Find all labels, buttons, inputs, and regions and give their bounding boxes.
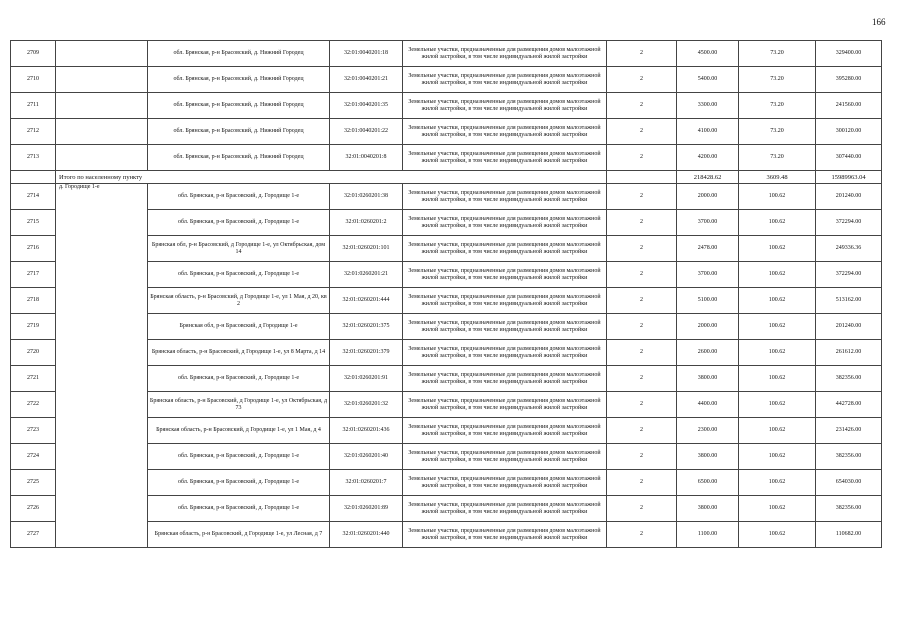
- rate-cell: 73.20: [739, 41, 816, 67]
- cadastral-number-cell: 32:01:0260201:101: [330, 236, 403, 262]
- row-number: 2709: [11, 41, 56, 67]
- rate-cell: 100.62: [739, 184, 816, 210]
- row-number: 2717: [11, 262, 56, 288]
- area-cell: 1100.00: [677, 522, 739, 548]
- address-cell: Брянская область, р-н Брасовский, д Городище 1-е, ул 1 Мая, д 4: [148, 418, 330, 444]
- settlement-cell: [56, 93, 148, 119]
- group-cell: 2: [607, 210, 677, 236]
- purpose-cell: Земельные участки, предназначенные для размещения домов малоэтажной жилой застройки, в том числе индивидуальной жилой застройки: [403, 522, 607, 548]
- purpose-cell: Земельные участки, предназначенные для размещения домов малоэтажной жилой застройки, в том числе индивидуальной жилой застройки: [403, 314, 607, 340]
- address-cell: обл. Брянская, р-н Брасовский, д. Городище 1-е: [148, 262, 330, 288]
- address-cell: обл. Брянская, р-н Брасовский, д. Нижний Городец: [148, 145, 330, 171]
- rate-cell: 73.20: [739, 145, 816, 171]
- rate-cell: 73.20: [739, 119, 816, 145]
- address-cell: Брянская обл, р-н Брасовский, д Городище 1-е: [148, 314, 330, 340]
- row-number: 2718: [11, 288, 56, 314]
- table-row: [11, 145, 882, 171]
- area-cell: 2600.00: [677, 340, 739, 366]
- address-cell: обл. Брянская, р-н Брасовский, д. Нижний Городец: [148, 67, 330, 93]
- purpose-cell: Земельные участки, предназначенные для размещения домов малоэтажной жилой застройки, в том числе индивидуальной жилой застройки: [403, 470, 607, 496]
- table-row: [11, 184, 882, 210]
- purpose-cell: Земельные участки, предназначенные для размещения домов малоэтажной жилой застройки, в том числе индивидуальной жилой застройки: [403, 444, 607, 470]
- address-cell: Брянская область, р-н Брасовский, д Городище 1-е, ул Лесная, д 7: [148, 522, 330, 548]
- cadastral-number-cell: 32:01:0260201:2: [330, 210, 403, 236]
- area-cell: 2000.00: [677, 184, 739, 210]
- settlement-subtotal-row: [11, 171, 882, 184]
- purpose-cell: Земельные участки, предназначенные для размещения домов малоэтажной жилой застройки, в том числе индивидуальной жилой застройки: [403, 145, 607, 171]
- group-cell: 2: [607, 41, 677, 67]
- cadastral-number-cell: 32:01:0260201:40: [330, 444, 403, 470]
- subtotal-area: 218428.62: [677, 171, 739, 184]
- rate-cell: 73.20: [739, 93, 816, 119]
- subtotal-value: 15989963.04: [816, 171, 882, 184]
- rate-cell: 100.62: [739, 470, 816, 496]
- table-row: [11, 41, 882, 67]
- area-cell: 3800.00: [677, 496, 739, 522]
- rate-cell: 100.62: [739, 392, 816, 418]
- rate-cell: 100.62: [739, 522, 816, 548]
- cadastral-value-cell: 201240.00: [816, 184, 882, 210]
- row-number: 2722: [11, 392, 56, 418]
- group-cell: 2: [607, 470, 677, 496]
- cadastral-value-cell: 654030.00: [816, 470, 882, 496]
- cadastral-value-cell: 110682.00: [816, 522, 882, 548]
- address-cell: обл. Брянская, р-н Брасовский, д. Нижний Городец: [148, 41, 330, 67]
- group-cell: 2: [607, 67, 677, 93]
- cadastral-number-cell: 32:01:0260201:91: [330, 366, 403, 392]
- purpose-cell: Земельные участки, предназначенные для размещения домов малоэтажной жилой застройки, в том числе индивидуальной жилой застройки: [403, 184, 607, 210]
- row-number: 2720: [11, 340, 56, 366]
- rate-cell: 100.62: [739, 444, 816, 470]
- table-row: [11, 119, 882, 145]
- cadastral-value-cell: 382356.00: [816, 444, 882, 470]
- group-cell: 2: [607, 340, 677, 366]
- row-number: 2725: [11, 470, 56, 496]
- purpose-cell: Земельные участки, предназначенные для размещения домов малоэтажной жилой застройки, в том числе индивидуальной жилой застройки: [403, 496, 607, 522]
- group-cell: 2: [607, 145, 677, 171]
- settlement-cell: [56, 67, 148, 93]
- row-number: 2721: [11, 366, 56, 392]
- settlement-cell: [56, 145, 148, 171]
- table-row: [11, 67, 882, 93]
- area-cell: 4500.00: [677, 41, 739, 67]
- cadastral-number-cell: 32:01:0260201:21: [330, 262, 403, 288]
- land-registry-table: [10, 40, 882, 548]
- cadastral-number-cell: 32:01:0040201:35: [330, 93, 403, 119]
- area-cell: 3800.00: [677, 444, 739, 470]
- area-cell: 3300.00: [677, 93, 739, 119]
- row-number: 2713: [11, 145, 56, 171]
- cadastral-value-cell: 261612.00: [816, 340, 882, 366]
- group-cell: 2: [607, 522, 677, 548]
- settlement-name: д. Городище 1-е: [56, 184, 148, 548]
- cadastral-number-cell: 32:01:0260201:444: [330, 288, 403, 314]
- area-cell: 2000.00: [677, 314, 739, 340]
- row-number: 2710: [11, 67, 56, 93]
- cadastral-value-cell: 231426.00: [816, 418, 882, 444]
- rate-cell: 100.62: [739, 418, 816, 444]
- rate-cell: 100.62: [739, 210, 816, 236]
- cadastral-number-cell: 32:01:0040201:21: [330, 67, 403, 93]
- cadastral-number-cell: 32:01:0260201:440: [330, 522, 403, 548]
- area-cell: 2300.00: [677, 418, 739, 444]
- cadastral-number-cell: 32:01:0260201:89: [330, 496, 403, 522]
- cadastral-value-cell: 249336.36: [816, 236, 882, 262]
- area-cell: 6500.00: [677, 470, 739, 496]
- cadastral-number-cell: 32:01:0260201:32: [330, 392, 403, 418]
- cadastral-value-cell: 201240.00: [816, 314, 882, 340]
- cadastral-number-cell: 32:01:0260201:375: [330, 314, 403, 340]
- row-number: [11, 171, 56, 184]
- address-cell: обл. Брянская, р-н Брасовский, д. Городище 1-е: [148, 470, 330, 496]
- group-cell: [607, 171, 677, 184]
- cadastral-value-cell: 329400.00: [816, 41, 882, 67]
- purpose-cell: Земельные участки, предназначенные для размещения домов малоэтажной жилой застройки, в том числе индивидуальной жилой застройки: [403, 119, 607, 145]
- address-cell: обл. Брянская, р-н Брасовский, д. Нижний Городец: [148, 93, 330, 119]
- settlement-cell: [56, 41, 148, 67]
- row-number: 2716: [11, 236, 56, 262]
- cadastral-number-cell: 32:01:0040201:8: [330, 145, 403, 171]
- cadastral-value-cell: 442728.00: [816, 392, 882, 418]
- rate-cell: 100.62: [739, 496, 816, 522]
- purpose-cell: Земельные участки, предназначенные для размещения домов малоэтажной жилой застройки, в том числе индивидуальной жилой застройки: [403, 67, 607, 93]
- area-cell: 4100.00: [677, 119, 739, 145]
- group-cell: 2: [607, 418, 677, 444]
- row-number: 2724: [11, 444, 56, 470]
- address-cell: обл. Брянская, р-н Брасовский, д. Городище 1-е: [148, 496, 330, 522]
- area-cell: 3800.00: [677, 366, 739, 392]
- area-cell: 4400.00: [677, 392, 739, 418]
- address-cell: обл. Брянская, р-н Брасовский, д. Городище 1-е: [148, 210, 330, 236]
- purpose-cell: Земельные участки, предназначенные для размещения домов малоэтажной жилой застройки, в том числе индивидуальной жилой застройки: [403, 41, 607, 67]
- group-cell: 2: [607, 119, 677, 145]
- purpose-cell: Земельные участки, предназначенные для размещения домов малоэтажной жилой застройки, в том числе индивидуальной жилой застройки: [403, 392, 607, 418]
- area-cell: 3700.00: [677, 210, 739, 236]
- cadastral-number-cell: 32:01:0040201:18: [330, 41, 403, 67]
- group-cell: 2: [607, 314, 677, 340]
- cadastral-value-cell: 382356.00: [816, 496, 882, 522]
- purpose-cell: Земельные участки, предназначенные для размещения домов малоэтажной жилой застройки, в том числе индивидуальной жилой застройки: [403, 418, 607, 444]
- purpose-cell: Земельные участки, предназначенные для размещения домов малоэтажной жилой застройки, в том числе индивидуальной жилой застройки: [403, 340, 607, 366]
- area-cell: 5100.00: [677, 288, 739, 314]
- row-number: 2723: [11, 418, 56, 444]
- subtotal-rate: 3609.48: [739, 171, 816, 184]
- group-cell: 2: [607, 262, 677, 288]
- rate-cell: 100.62: [739, 314, 816, 340]
- cadastral-number-cell: 32:01:0260201:379: [330, 340, 403, 366]
- cadastral-number-cell: 32:01:0260201:38: [330, 184, 403, 210]
- group-cell: 2: [607, 236, 677, 262]
- group-cell: 2: [607, 392, 677, 418]
- address-cell: Брянская область, р-н Брасовский, д Городище 1-е, ул Октябрьская, д 73: [148, 392, 330, 418]
- address-cell: Брянская область, р-н Брасовский, д Городище 1-е, ул 1 Мая, д 20, кв 2: [148, 288, 330, 314]
- group-cell: 2: [607, 496, 677, 522]
- address-cell: обл. Брянская, р-н Брасовский, д. Городище 1-е: [148, 366, 330, 392]
- cadastral-number-cell: 32:01:0040201:22: [330, 119, 403, 145]
- area-cell: 4200.00: [677, 145, 739, 171]
- cadastral-number-cell: 32:01:0260201:436: [330, 418, 403, 444]
- purpose-cell: Земельные участки, предназначенные для размещения домов малоэтажной жилой застройки, в том числе индивидуальной жилой застройки: [403, 236, 607, 262]
- subtotal-label: Итого по населенному пункту: [56, 171, 607, 184]
- address-cell: обл. Брянская, р-н Брасовский, д. Нижний Городец: [148, 119, 330, 145]
- row-number: 2727: [11, 522, 56, 548]
- page-number: 166: [872, 17, 886, 27]
- address-cell: Брянская область, р-н Брасовский, д Городище 1-е, ул 8 Марта, д 14: [148, 340, 330, 366]
- cadastral-value-cell: 513162.00: [816, 288, 882, 314]
- cadastral-value-cell: 372294.00: [816, 262, 882, 288]
- table-row: [11, 93, 882, 119]
- cadastral-value-cell: 300120.00: [816, 119, 882, 145]
- address-cell: обл. Брянская, р-н Брасовский, д. Городище 1-е: [148, 444, 330, 470]
- cadastral-value-cell: 372294.00: [816, 210, 882, 236]
- row-number: 2719: [11, 314, 56, 340]
- address-cell: обл. Брянская, р-н Брасовский, д. Городище 1-е: [148, 184, 330, 210]
- cadastral-value-cell: 241560.00: [816, 93, 882, 119]
- rate-cell: 100.62: [739, 262, 816, 288]
- rate-cell: 100.62: [739, 288, 816, 314]
- purpose-cell: Земельные участки, предназначенные для размещения домов малоэтажной жилой застройки, в том числе индивидуальной жилой застройки: [403, 210, 607, 236]
- cadastral-value-cell: 382356.00: [816, 366, 882, 392]
- row-number: 2726: [11, 496, 56, 522]
- group-cell: 2: [607, 93, 677, 119]
- settlement-cell: [56, 119, 148, 145]
- area-cell: 3700.00: [677, 262, 739, 288]
- area-cell: 5400.00: [677, 67, 739, 93]
- rate-cell: 100.62: [739, 340, 816, 366]
- group-cell: 2: [607, 288, 677, 314]
- row-number: 2714: [11, 184, 56, 210]
- cadastral-value-cell: 395280.00: [816, 67, 882, 93]
- rate-cell: 73.20: [739, 67, 816, 93]
- purpose-cell: Земельные участки, предназначенные для размещения домов малоэтажной жилой застройки, в том числе индивидуальной жилой застройки: [403, 366, 607, 392]
- cadastral-number-cell: 32:01:0260201:7: [330, 470, 403, 496]
- purpose-cell: Земельные участки, предназначенные для размещения домов малоэтажной жилой застройки, в том числе индивидуальной жилой застройки: [403, 288, 607, 314]
- row-number: 2712: [11, 119, 56, 145]
- cadastral-value-cell: 307440.00: [816, 145, 882, 171]
- address-cell: Брянская обл, р-н Брасовский, д Городище 1-е, ул Октябрьская, дом 14: [148, 236, 330, 262]
- purpose-cell: Земельные участки, предназначенные для размещения домов малоэтажной жилой застройки, в том числе индивидуальной жилой застройки: [403, 93, 607, 119]
- group-cell: 2: [607, 444, 677, 470]
- group-cell: 2: [607, 366, 677, 392]
- area-cell: 2478.00: [677, 236, 739, 262]
- group-cell: 2: [607, 184, 677, 210]
- row-number: 2711: [11, 93, 56, 119]
- rate-cell: 100.62: [739, 366, 816, 392]
- purpose-cell: Земельные участки, предназначенные для размещения домов малоэтажной жилой застройки, в том числе индивидуальной жилой застройки: [403, 262, 607, 288]
- rate-cell: 100.62: [739, 236, 816, 262]
- row-number: 2715: [11, 210, 56, 236]
